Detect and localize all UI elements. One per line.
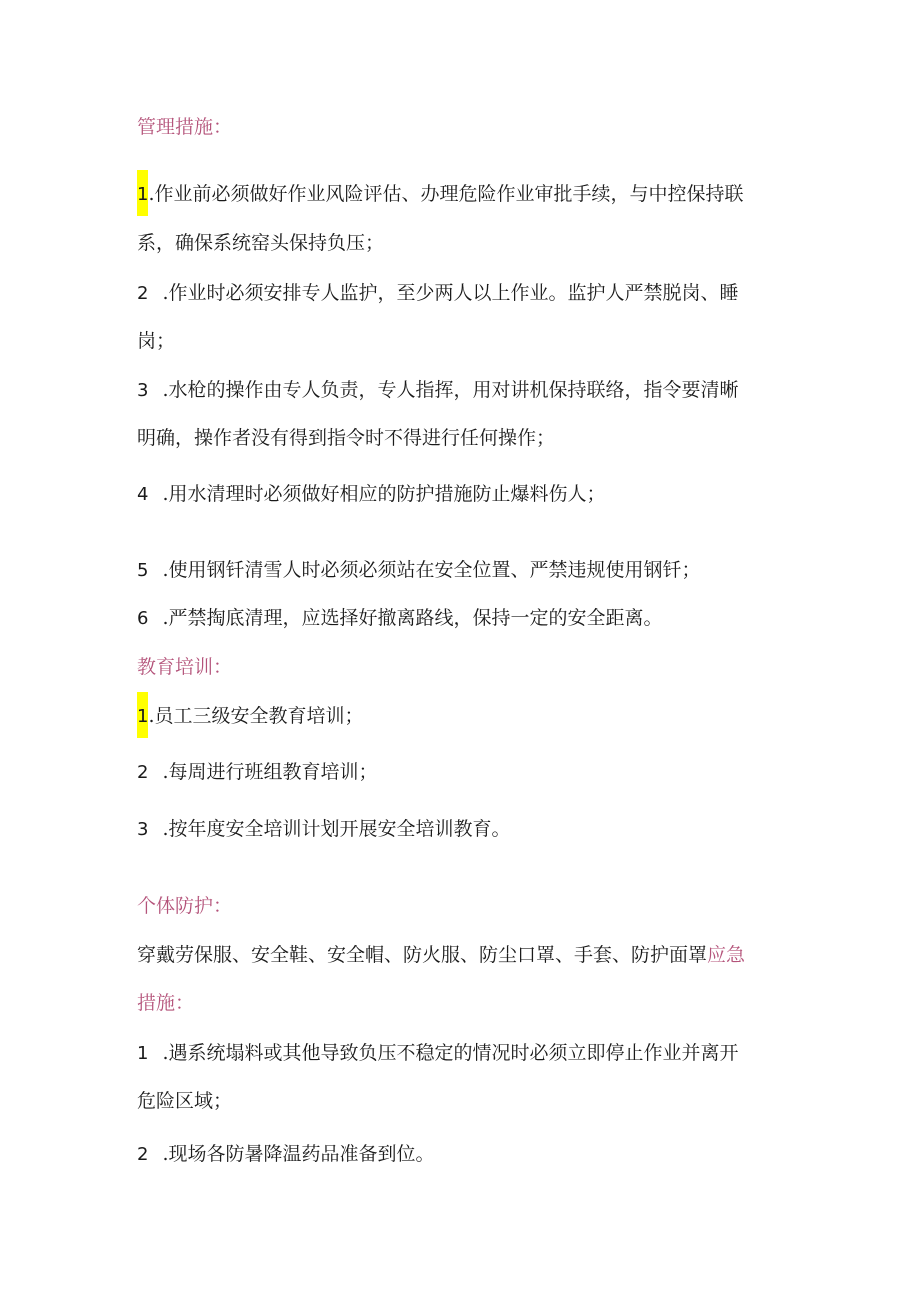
list-item-continuation: 危险区域； <box>137 1090 233 1112</box>
list-item <box>137 1141 435 1168</box>
item-text: .现场各防暑降温药品准备到位。 <box>162 1143 435 1165</box>
list-item-continuation: 系，确保系统窑头保持负压； <box>137 232 385 254</box>
item-text: .员工三级安全教育培训； <box>148 705 364 727</box>
item-text: .作业时必须安排专人监护，至少两人以上作业。监护人严禁脱岗、睡 <box>162 282 739 304</box>
item-number: 2 <box>137 283 149 304</box>
section-heading-emergency-part2: 措施： <box>137 992 195 1014</box>
list-item <box>137 557 701 584</box>
item-text: .遇系统塌料或其他导致负压不稳定的情况时必须立即停止作业并离开 <box>162 1042 739 1064</box>
section-heading-ppe: 个体防护： <box>137 895 233 917</box>
list-item-continuation: 明确，操作者没有得到指令时不得进行任何操作； <box>137 427 556 449</box>
list-item <box>137 759 378 786</box>
list-item <box>137 1040 739 1067</box>
item-number: 2 <box>137 762 149 783</box>
item-number: 2 <box>137 1144 149 1165</box>
item-text: .使用钢钎清雪人时必须必须站在安全位置、严禁违规使用钢钎； <box>162 559 701 581</box>
item-number: 1 <box>137 170 148 216</box>
item-text: .水枪的操作由专人负责，专人指挥，用对讲机保持联络，指令要清晰 <box>162 379 739 401</box>
section-heading-management: 管理措施： <box>137 116 233 138</box>
section-heading-emergency-part1: 应急 <box>707 944 746 966</box>
item-text: .按年度安全培训计划开展安全培训教育。 <box>162 818 511 840</box>
list-item <box>137 816 511 843</box>
item-number: 5 <box>137 560 149 581</box>
item-text: .作业前必须做好作业风险评估、办理危险作业审批手续，与中控保持联 <box>148 183 744 205</box>
list-item <box>137 605 663 632</box>
section-heading-training: 教育培训： <box>137 656 233 678</box>
list-item <box>137 377 739 404</box>
item-number: 6 <box>137 608 149 629</box>
item-number: 4 <box>137 484 149 505</box>
list-item <box>137 703 364 738</box>
item-text: .用水清理时必须做好相应的防护措施防止爆料伤人； <box>162 483 606 505</box>
item-number: 3 <box>137 380 149 401</box>
list-item <box>137 280 739 307</box>
ppe-text: 穿戴劳保服、安全鞋、安全帽、防火服、防尘口罩、手套、防护面罩 <box>137 944 708 966</box>
list-item-continuation: 岗； <box>137 330 176 352</box>
item-number: 1 <box>137 1043 149 1064</box>
ppe-text-line <box>137 942 745 968</box>
list-item <box>137 181 744 216</box>
item-number: 3 <box>137 819 149 840</box>
list-item <box>137 481 606 508</box>
item-text: .每周进行班组教育培训； <box>162 761 378 783</box>
item-text: .严禁掏底清理，应选择好撤离路线，保持一定的安全距离。 <box>162 607 663 629</box>
item-number: 1 <box>137 692 148 738</box>
